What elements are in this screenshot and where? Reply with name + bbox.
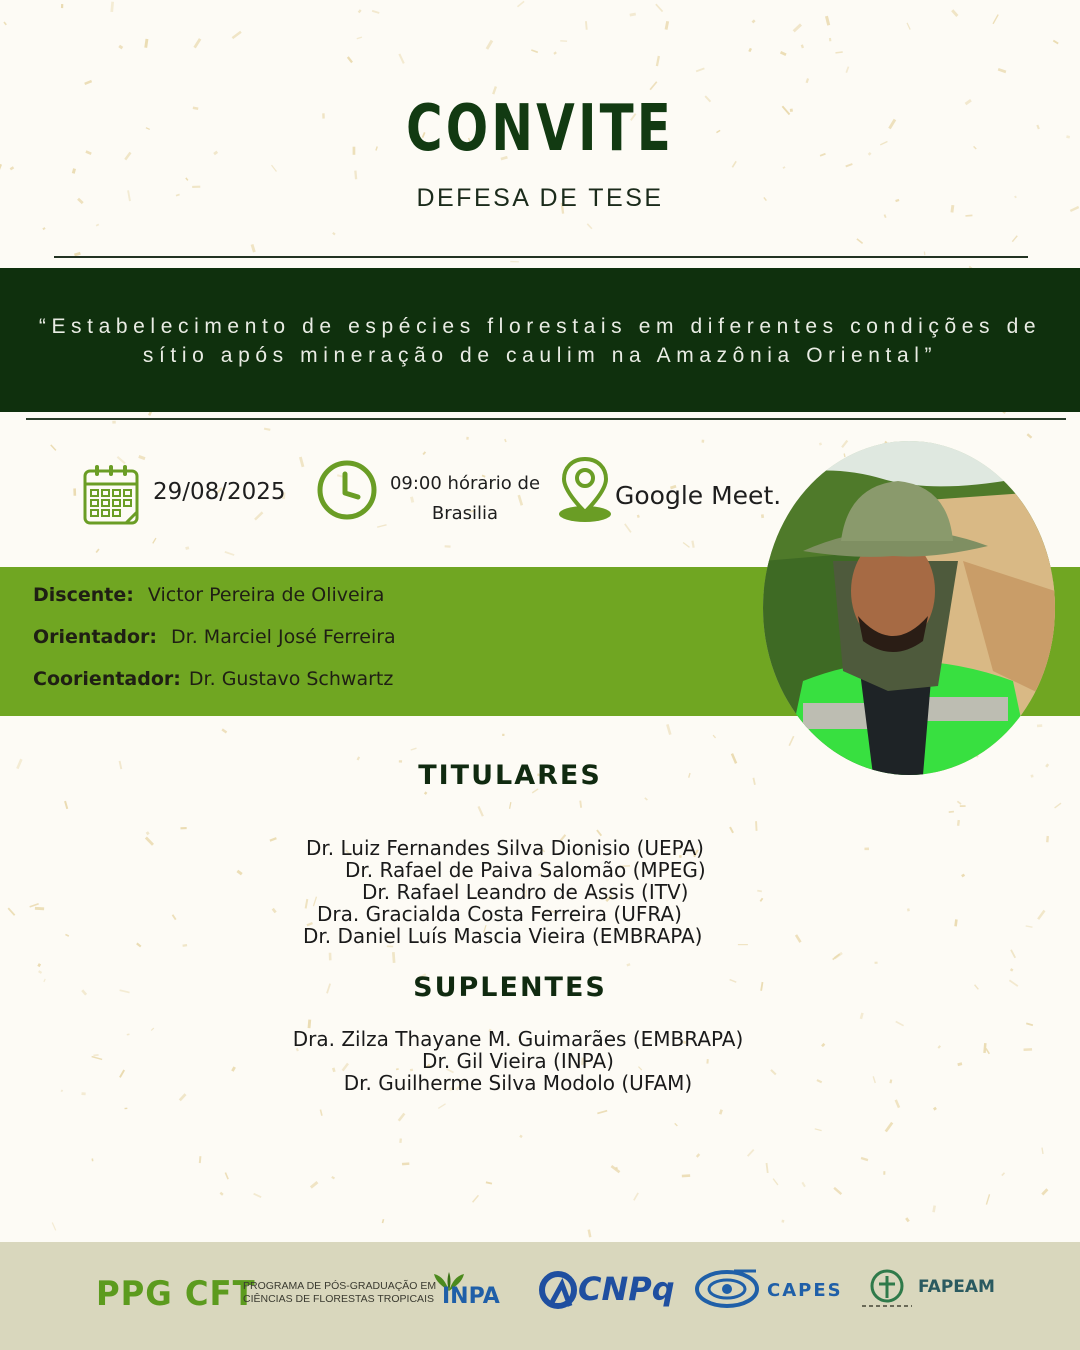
discente-row [33, 584, 384, 606]
fapeam-logo: FAPEAM [918, 1277, 995, 1297]
orientador-row [33, 626, 396, 648]
cnpq-emblem-icon [538, 1270, 578, 1310]
student-photo [763, 441, 1055, 775]
thesis-title-line-1: “Estabelecimento de espécies florestais em diferentes condições de [38, 315, 1042, 338]
suplente-member-2: Dr. Gil Vieira (INPA) [422, 1049, 614, 1073]
orientador-label: Orientador: [33, 626, 157, 648]
cnpq-logo: CNPq [578, 1270, 675, 1308]
page-title: CONVITE [405, 92, 675, 166]
suplente-member-3: Dr. Guilherme Silva Modolo (UFAM) [343, 1071, 693, 1095]
inpa-logo: INPA [442, 1284, 500, 1309]
thesis-title [20, 312, 1060, 370]
ppgcft-description-line-1: PROGRAMA DE PÓS-GRADUAÇÃO EM [243, 1280, 437, 1292]
capes-logo: CAPES [767, 1280, 843, 1301]
page-subtitle: DEFESA DE TESE [416, 184, 664, 212]
event-time-line-1: 09:00 hórario de [389, 473, 541, 494]
event-date: 29/08/2025 [153, 479, 286, 505]
coorientador-name: Dr. Gustavo Schwartz [188, 668, 394, 690]
event-time-line-2: Brasilia [431, 503, 499, 524]
ppgcft-description [243, 1280, 436, 1306]
discente-name: Victor Pereira de Oliveira [147, 584, 385, 606]
coorientador-label: Coorientador: [33, 668, 181, 690]
ppgcft-description-line-2: CIÊNCIAS DE FLORESTAS TROPICAIS [243, 1293, 434, 1305]
titulares-heading: TITULARES [418, 760, 602, 791]
capes-emblem-icon [694, 1268, 764, 1310]
divider-top [54, 256, 1028, 258]
titular-member-5: Dr. Daniel Luís Mascia Vieira (EMBRAPA) [303, 924, 703, 948]
titular-member-3: Dr. Rafael Leandro de Assis (ITV) [362, 880, 689, 904]
event-place: Google Meet. [615, 481, 782, 510]
titular-member-1: Dr. Luiz Fernandes Silva Dionisio (UEPA) [306, 836, 704, 860]
discente-label: Discente: [33, 584, 134, 606]
divider-bottom [26, 418, 1066, 420]
ppgcft-logo: PPG CFT [96, 1274, 256, 1314]
fapeam-emblem-icon [862, 1268, 912, 1308]
suplente-member-1: Dra. Zilza Thayane M. Guimarães (EMBRAPA) [292, 1027, 744, 1051]
thesis-title-band [0, 268, 1080, 412]
coorientador-row [33, 668, 393, 690]
sponsor-footer [0, 1242, 1080, 1350]
orientador-name: Dr. Marciel José Ferreira [171, 626, 396, 648]
titular-member-2: Dr. Rafael de Paiva Salomão (MPEG) [345, 858, 706, 882]
titular-member-4: Dra. Gracialda Costa Ferreira (UFRA) [317, 902, 682, 926]
thesis-title-line-2: sítio após mineração de caulim na Amazônia Oriental” [142, 344, 938, 367]
suplentes-heading: SUPLENTES [413, 972, 607, 1003]
